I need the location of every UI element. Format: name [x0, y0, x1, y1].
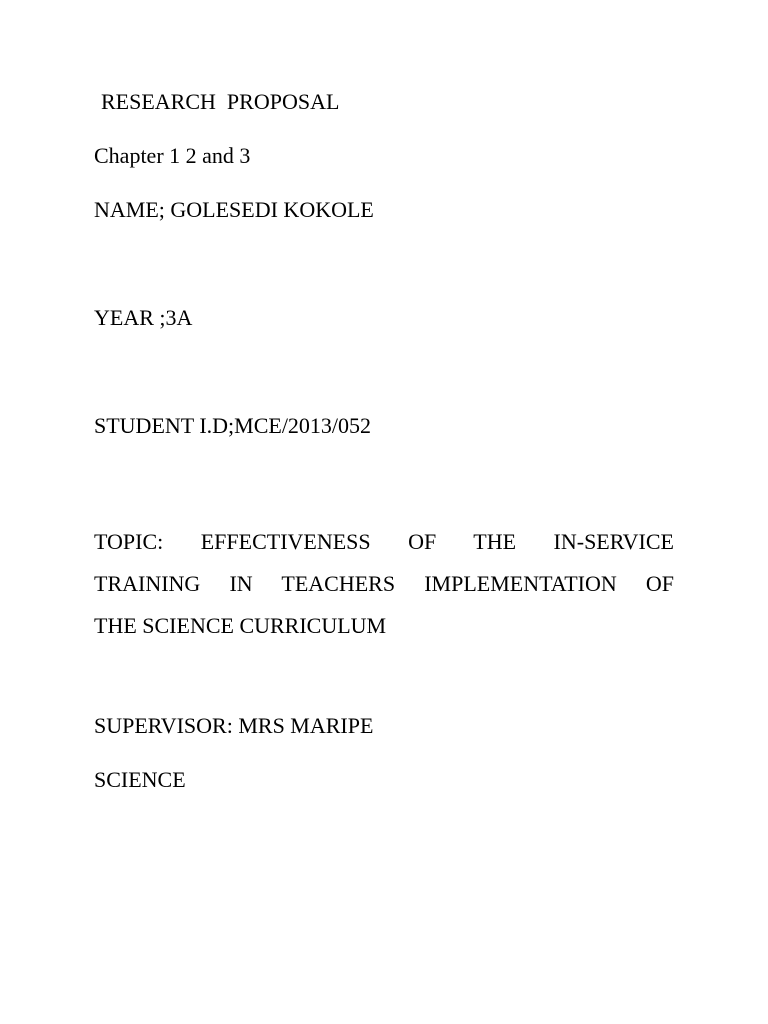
- topic-line-1: TOPIC: EFFECTIVENESS OF THE IN-SERVICE: [94, 529, 674, 554]
- name-line: NAME; GOLESEDI KOKOLE: [94, 197, 374, 222]
- year-line: YEAR ;3A: [94, 305, 193, 330]
- topic-line-3: THE SCIENCE CURRICULUM: [94, 613, 387, 638]
- topic-block: [94, 521, 674, 647]
- document-title: RESEARCH PROPOSAL: [101, 89, 340, 114]
- department-line: SCIENCE: [94, 767, 186, 792]
- topic-line-2: TRAINING IN TEACHERS IMPLEMENTATION OF: [94, 571, 674, 596]
- student-id-line: STUDENT I.D;MCE/2013/052: [94, 413, 372, 438]
- chapter-line: Chapter 1 2 and 3: [94, 143, 251, 168]
- supervisor-line: SUPERVISOR: MRS MARIPE: [94, 713, 374, 738]
